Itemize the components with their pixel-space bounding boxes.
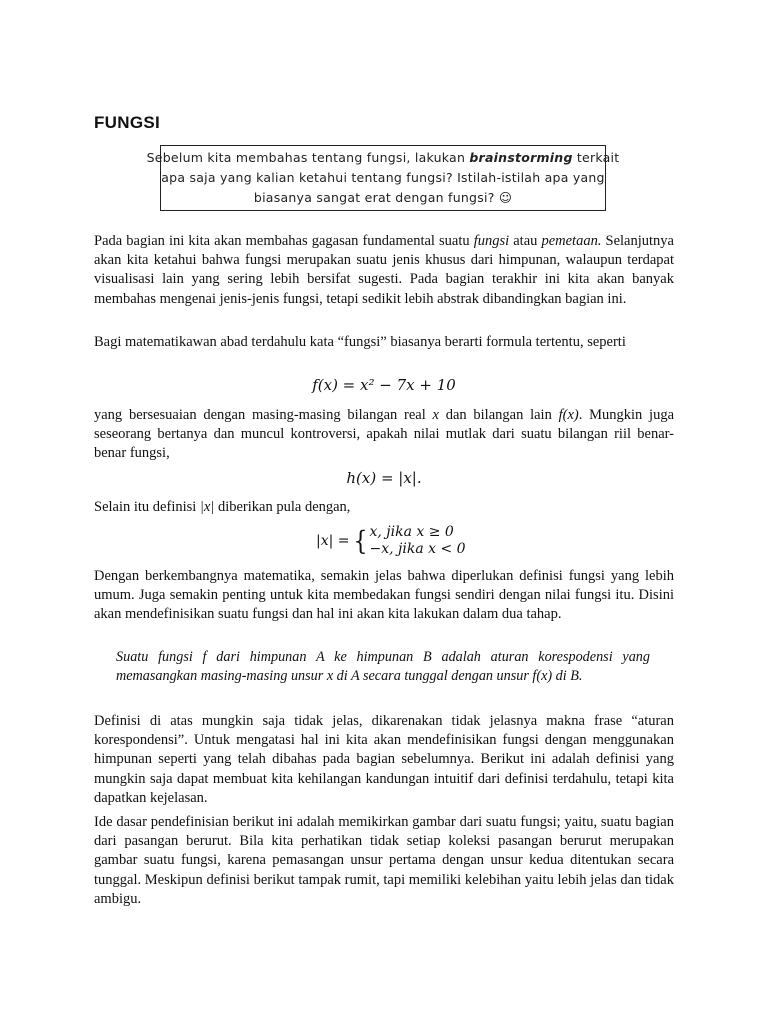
paragraph-correspondence: Definisi di atas mungkin saja tidak jelas, dikarenakan tidak jelasnya makna frase “aturan korespondensi”. Untuk mengatasi hal ini kita akan mendefinisikan fungsi dengan menggunakan himpunan seperti yang telah dibahas pada bagian sebelumnya. Berikut ini adalah definisi yang mungkin saja dapat membuat kita kehilangan kandungan intuitif dari definisi terdahulu, tetapi kita dapatkan kejelasan.	[94, 713, 674, 806]
note-line-1: Sebelum kita membahas tentang fungsi, lakukan brainstorming terkait	[146, 150, 620, 165]
piecewise-brace: {	[353, 526, 368, 556]
equation-absolute: h(x) = |x|.	[346, 469, 422, 487]
equation-quadratic: f(x) = x² − 7x + 10	[312, 376, 456, 394]
brainstorming-note-box	[146, 145, 620, 211]
piecewise-row-2: −x, jika x < 0	[369, 541, 466, 557]
paragraph-intro: Pada bagian ini kita akan membahas gagasan fundamental suatu fungsi atau pemetaan. Selanjutnya akan kita ketahui bahwa fungsi merupakan suatu jenis khusus dari himpunan, walaupun terdapat visualisasi lain yang sering lebih bersifat sugesti. Pada bagian terakhir ini kita akan banyak membahas mengenai jenis-jenis fungsi, tetapi sedikit lebih abstrak dibandingkan bagian ini.	[94, 233, 674, 307]
equation-piecewise	[316, 524, 466, 558]
paragraph-ordered-pairs: Ide dasar pendefinisian berikut ini adalah memikirkan gambar dari suatu fungsi; yaitu, suatu bagian dari pasangan berurut. Bila kita perhatikan tidak setiap koleksi pasangan berurut merupakan gambar suatu fungsi, karena pemasangan unsur pertama dengan unsur kedua ditentukan secara tunggal. Meskipun definisi berikut tampak rumit, tapi memiliki kelebihan yaitu lebih jelas dan tidak ambigu.	[94, 814, 674, 907]
note-line-2: apa saja yang kalian ketahui tentang fungsi? Istilah-istilah apa yang	[161, 170, 605, 185]
page-title: FUNGSI	[94, 113, 161, 132]
paragraph-formula-intro: Bagi matematikawan abad terdahulu kata “fungsi” biasanya berarti formula tertentu, seperti	[94, 334, 626, 350]
note-line-3: biasanya sangat erat dengan fungsi? ☺	[253, 190, 513, 205]
function-definition: Suatu fungsi f dari himpunan A ke himpunan B adalah aturan korespodensi yang memasangkan masing-masing unsur x di A secara tunggal dengan unsur f(x) di B.	[116, 649, 650, 684]
piecewise-row-1: x, jika x ≥ 0	[369, 524, 454, 540]
paragraph-absolute-value: yang bersesuaian dengan masing-masing bilangan real x dan bilangan lain f(x). Mungkin juga seseorang bertanya dan muncul kontroversi, apakah nilai mutlak dari suatu bilangan riil benar-benar fungsi,	[94, 407, 675, 462]
piecewise-lhs: |x| =	[316, 533, 350, 549]
note-keyword: brainstorming	[469, 150, 573, 165]
paragraph-definition-abs: Selain itu definisi |x| diberikan pula dengan,	[94, 499, 351, 515]
piecewise-rows	[370, 524, 466, 558]
paragraph-development: Dengan berkembangnya matematika, semakin jelas bahwa diperlukan definisi fungsi yang lebih umum. Juga semakin penting untuk kita membedakan fungsi sendiri dengan nilai fungsi itu. Disini akan mendefinisikan suatu fungsi dan hal ini akan kita lakukan dalam dua tahap.	[94, 568, 674, 623]
